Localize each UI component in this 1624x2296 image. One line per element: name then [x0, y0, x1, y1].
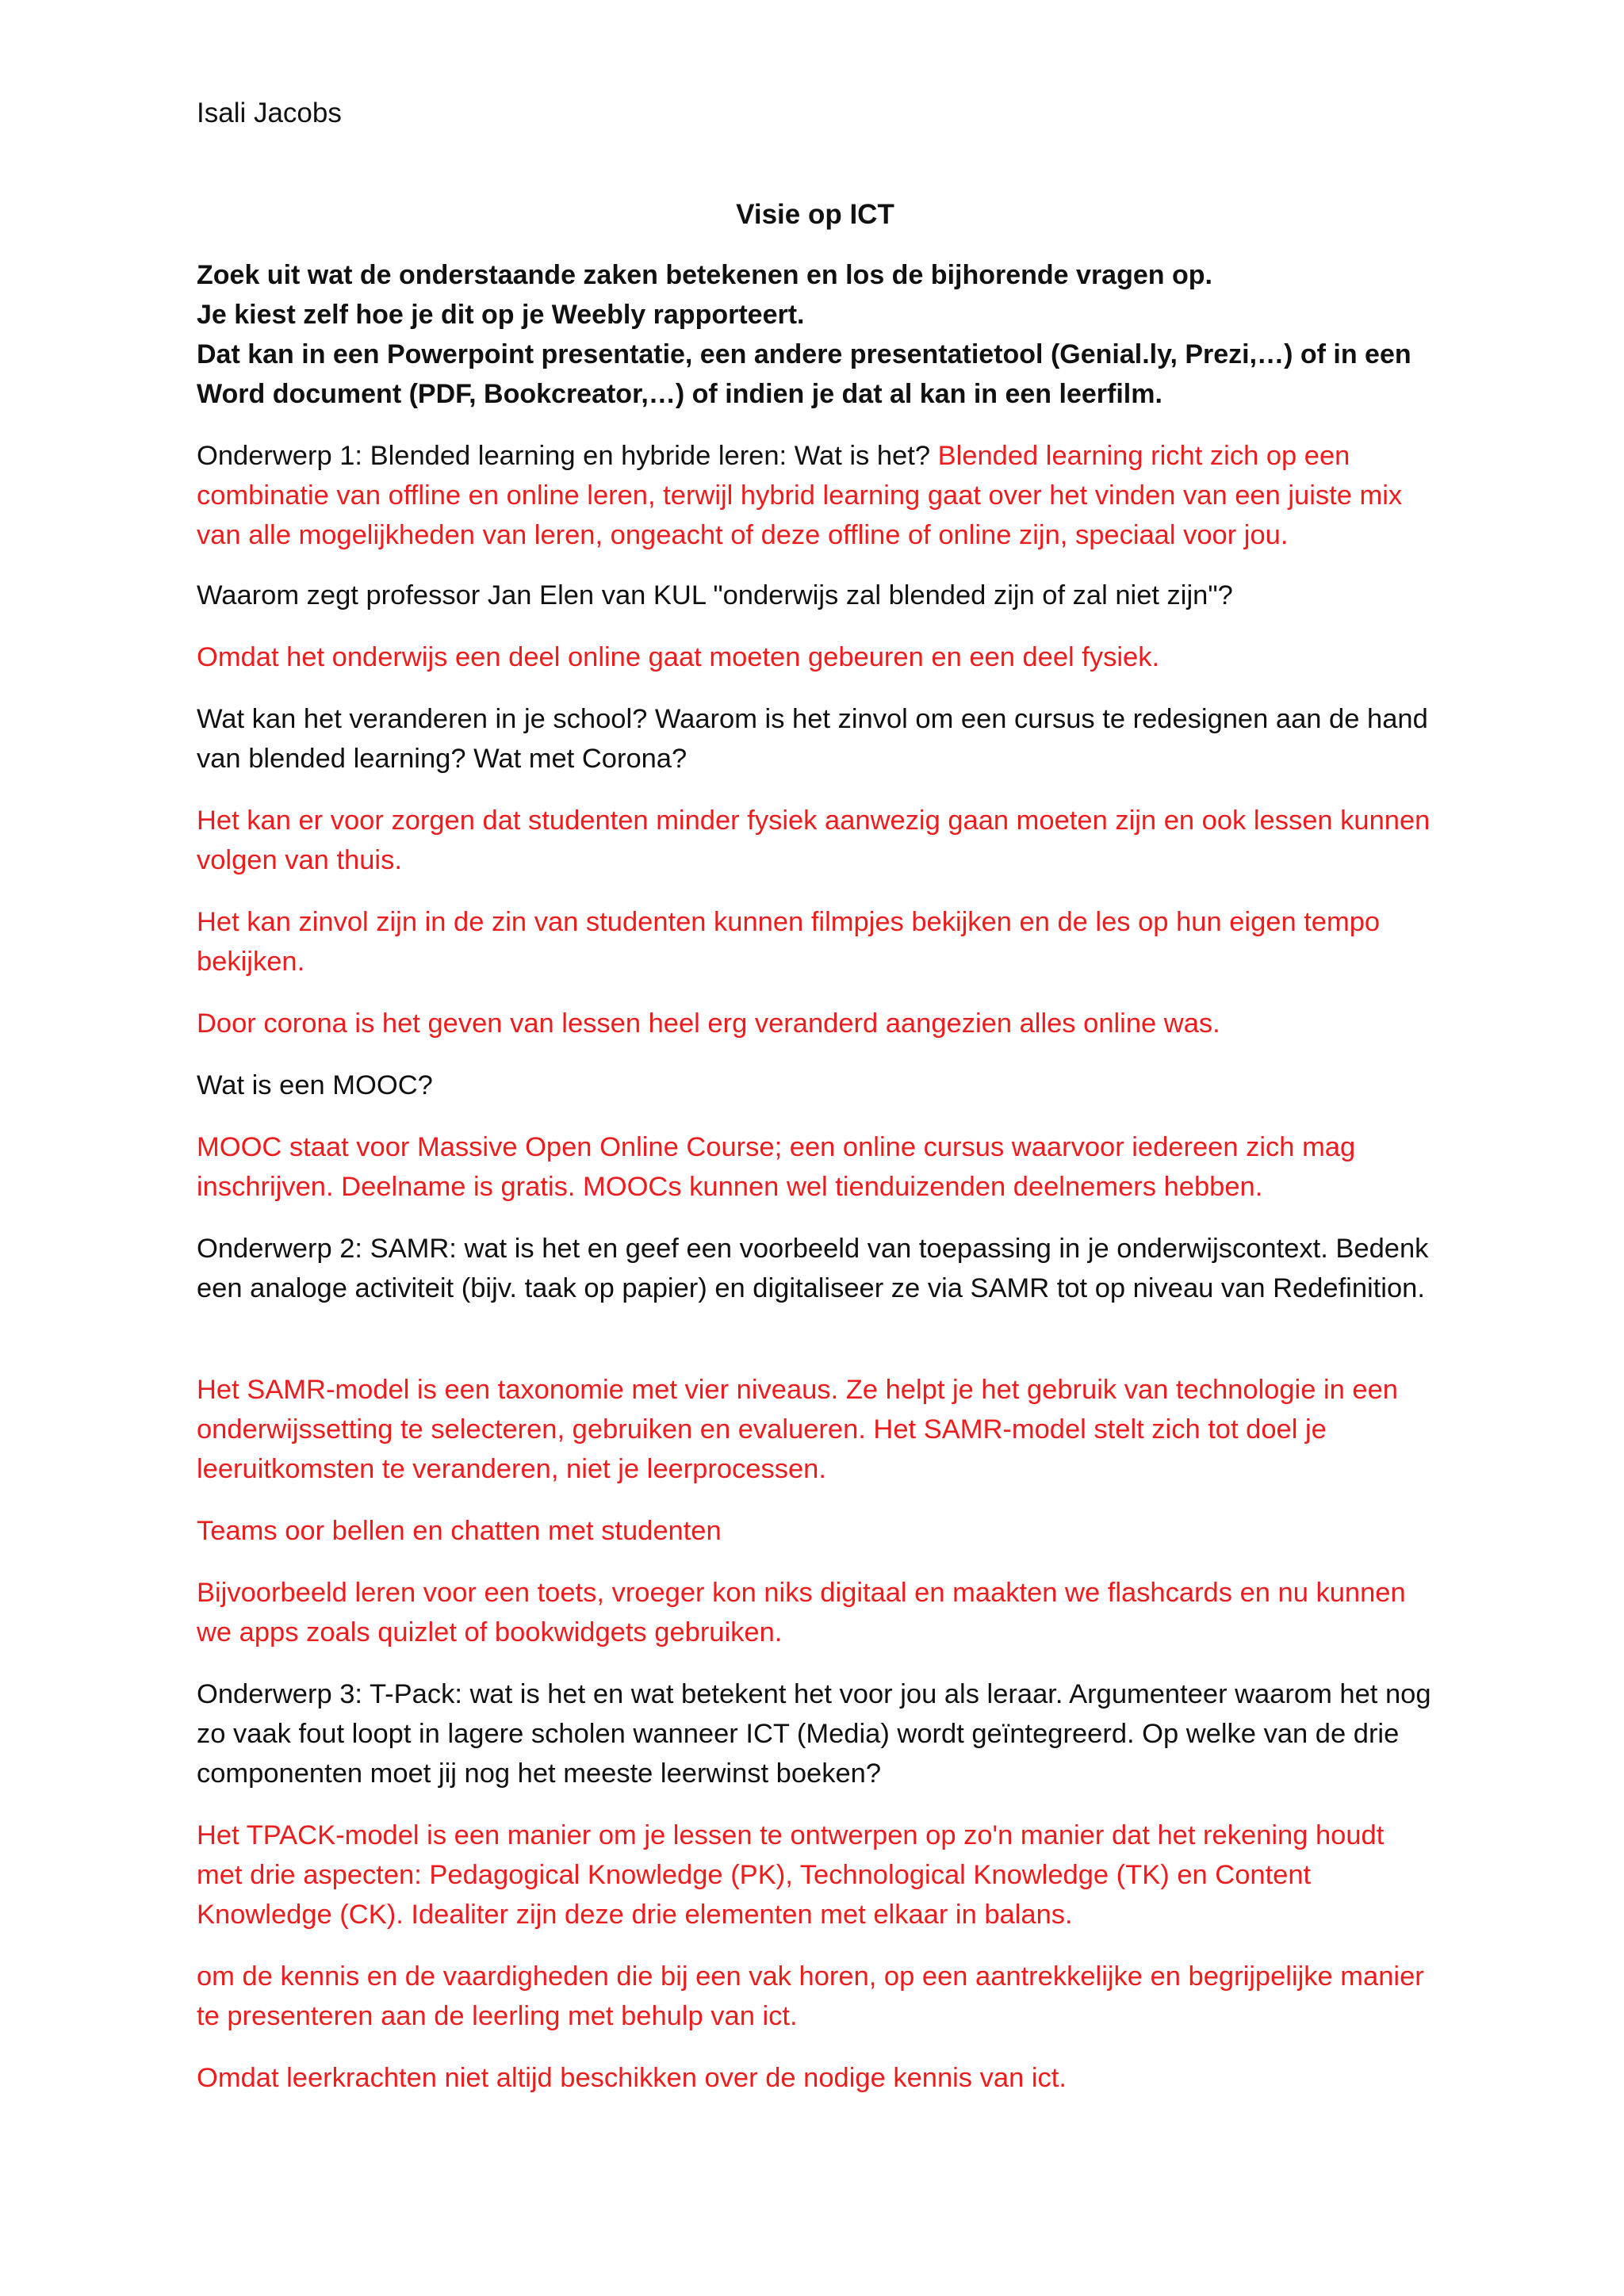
answer-paragraph: om de kennis en de vaardigheden die bij een vak horen, op een aantrekkelijke en begrijpelijke manier te presenteren aan de leerling met behulp van ict.	[197, 1961, 1424, 2031]
author-name: Isali Jacobs	[197, 98, 342, 128]
topic-3-question: Onderwerp 3: T-Pack: wat is het en wat betekent het voor jou als leraar. Argumenteer waarom het nog zo vaak fout loopt in lagere scholen wanneer ICT (Media) wordt geïntegreerd. Op welke van de drie componenten moet jij nog het meeste leerwinst boeken?	[197, 1679, 1431, 1789]
answer-paragraph: Omdat het onderwijs een deel online gaat moeten gebeuren en een deel fysiek.	[197, 642, 1160, 672]
answer-paragraph: Door corona is het geven van lessen heel erg veranderd aangezien alles online was.	[197, 1008, 1220, 1039]
answer-paragraph: Teams oor bellen en chatten met studenten	[197, 1516, 722, 1546]
answer-paragraph: Het kan er voor zorgen dat studenten minder fysiek aanwezig gaan moeten zijn en ook lessen kunnen volgen van thuis.	[197, 806, 1431, 875]
answer-paragraph: Het SAMR-model is een taxonomie met vier niveaus. Ze helpt je het gebruik van technologie in een onderwijssetting te selecteren, gebruiken en evalueren. Het SAMR-model stelt zich tot doel je leeruitkomsten te veranderen, niet je leerprocessen.	[197, 1375, 1398, 1484]
answer-paragraph: Het TPACK-model is een manier om je lessen te ontwerpen op zo'n manier dat het rekening houdt met drie aspecten: Pedagogical Knowledge (PK), Technological Knowledge (TK) en Content Knowledge (CK). Idealiter zijn deze drie elementen met elkaar in balans.	[197, 1820, 1385, 1930]
question-text: Onderwerp 1: Blended learning en hybride leren: Wat is het?	[197, 441, 938, 471]
answer-text: Blended learning richt zich op een combinatie van offline en online leren, terwijl hybrid learning gaat over het vinden van een juiste mix van alle mogelijkheden van leren, ongeacht of deze offline of online zijn, speciaal voor jou.	[197, 441, 1403, 550]
instruction-line: Je kiest zelf hoe je dit op je Weebly rapporteert.	[197, 300, 805, 330]
answer-paragraph: Het kan zinvol zijn in de zin van studenten kunnen filmpjes bekijken en de les op hun eigen tempo bekijken.	[197, 907, 1381, 977]
question-paragraph: Wat is een MOOC?	[197, 1070, 433, 1100]
question-paragraph: Wat kan het veranderen in je school? Waarom is het zinvol om een cursus te redesignen aan de hand van blended learning? Wat met Corona?	[197, 704, 1428, 774]
instruction-line: Dat kan in een Powerpoint presentatie, een andere presentatietool (Genial.ly, Prezi,…) of in een Word document (PDF, Bookcreator,…) of indien je dat al kan in een leerfilm.	[197, 339, 1411, 409]
answer-paragraph: Omdat leerkrachten niet altijd beschikken over de nodige kennis van ict.	[197, 2063, 1067, 2093]
assignment-instructions	[197, 255, 1434, 414]
answer-paragraph: MOOC staat voor Massive Open Online Course; een online cursus waarvoor iedereen zich mag inschrijven. Deelname is gratis. MOOCs kunnen wel tienduizenden deelnemers hebben.	[197, 1132, 1356, 1202]
document-title: Visie op ICT	[736, 199, 894, 230]
answer-paragraph: Bijvoorbeeld leren voor een toets, vroeger kon niks digitaal en maakten we flashcards en nu kunnen we apps zoals quizlet of bookwidgets gebruiken.	[197, 1578, 1406, 1647]
topic-1-paragraph	[197, 436, 1434, 555]
topic-2-question: Onderwerp 2: SAMR: wat is het en geef een voorbeeld van toepassing in je onderwijscontext. Bedenk een analoge activiteit (bijv. taak op papier) en digitaliseer ze via SAMR tot op niveau van Redefinition.	[197, 1234, 1429, 1303]
question-paragraph: Waarom zegt professor Jan Elen van KUL "onderwijs zal blended zijn of zal niet zijn"?	[197, 580, 1233, 610]
instruction-line: Zoek uit wat de onderstaande zaken betekenen en los de bijhorende vragen op.	[197, 260, 1212, 290]
document-page	[197, 94, 1434, 2093]
